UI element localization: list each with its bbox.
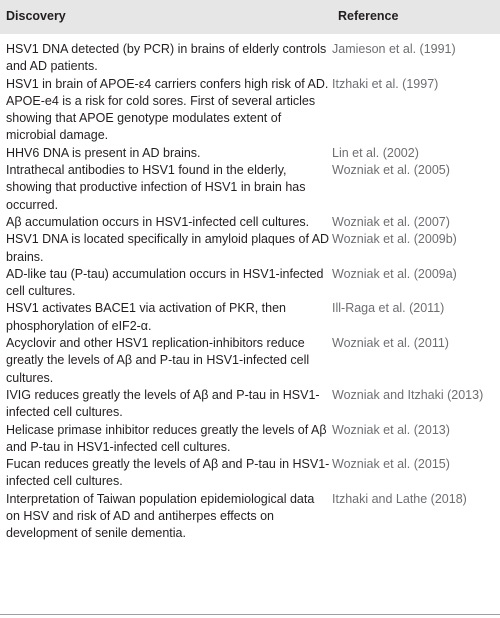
reference-cell: Wozniak et al. (2011) — [332, 336, 449, 351]
reference-cell: Wozniak and Itzhaki (2013) — [332, 387, 484, 402]
table-row — [0, 162, 500, 214]
table-body — [0, 41, 500, 543]
discovery-cell: HHV6 DNA is present in AD brains. — [6, 145, 201, 160]
reference-cell: Wozniak et al. (2007) — [332, 214, 450, 229]
table-row — [0, 214, 500, 231]
reference-cell: Wozniak et al. (2009b) — [332, 232, 457, 247]
reference-cell: Jamieson et al. (1991) — [332, 42, 456, 56]
discovery-cell: HSV1 in brain of APOE-ε4 carriers confers high risk of AD. APOE-e4 is a risk for cold sores. First of several articles showing that APOE genotype modulates extent of microbial damage. — [6, 76, 329, 143]
reference-cell: Wozniak et al. (2005) — [332, 163, 450, 178]
table-bottom-rule — [0, 614, 500, 615]
table-row — [0, 145, 500, 162]
table-row — [0, 387, 500, 422]
header-discovery: Discovery — [6, 9, 66, 23]
table-row — [0, 456, 500, 491]
reference-cell: Wozniak et al. (2013) — [332, 422, 450, 437]
table-row — [0, 491, 500, 543]
table-header — [0, 0, 500, 34]
reference-cell: Wozniak et al. (2015) — [332, 457, 450, 472]
discovery-cell: HSV1 activates BACE1 via activation of PKR, then phosphorylation of eIF2-α. — [6, 301, 286, 333]
reference-cell: Itzhaki and Lathe (2018) — [332, 491, 467, 506]
table-row — [0, 266, 500, 301]
discovery-cell: Fucan reduces greatly the levels of Aβ and P-tau in HSV1-infected cell cultures. — [6, 457, 330, 489]
reference-cell: Lin et al. (2002) — [332, 145, 419, 160]
header-reference: Reference — [338, 9, 399, 23]
table-row — [0, 422, 500, 457]
discovery-cell: Acyclovir and other HSV1 replication-inhibitors reduce greatly the levels of Aβ and P-tau in HSV1-infected cell cultures. — [6, 336, 310, 385]
reference-cell: Wozniak et al. (2009a) — [332, 266, 457, 281]
discovery-cell: Helicase primase inhibitor reduces greatly the levels of Aβ and P-tau in HSV1-infected cell cultures. — [6, 422, 327, 454]
table-row — [0, 335, 500, 387]
discovery-cell: IVIG reduces greatly the levels of Aβ and P-tau in HSV1-infected cell cultures. — [6, 387, 320, 420]
table-row — [0, 76, 500, 145]
discovery-cell: Aβ accumulation occurs in HSV1-infected cell cultures. — [6, 214, 310, 229]
table-row — [0, 231, 500, 266]
table-row — [0, 41, 500, 76]
table-row — [0, 300, 500, 335]
discovery-cell: Interpretation of Taiwan population epidemiological data on HSV and risk of AD and antiherpes effects on development of senile dementia. — [6, 491, 315, 541]
discovery-cell: HSV1 DNA is located specifically in amyloid plaques of AD brains. — [6, 232, 330, 264]
discovery-cell: HSV1 DNA detected (by PCR) in brains of elderly controls and AD patients. — [6, 42, 327, 74]
reference-cell: Ill-Raga et al. (2011) — [332, 301, 445, 316]
discovery-cell: AD-like tau (P-tau) accumulation occurs in HSV1-infected cell cultures. — [6, 266, 324, 299]
reference-cell: Itzhaki et al. (1997) — [332, 76, 439, 91]
discovery-cell: Intrathecal antibodies to HSV1 found in the elderly, showing that productive infection of HSV1 in brain has occurred. — [6, 163, 306, 212]
